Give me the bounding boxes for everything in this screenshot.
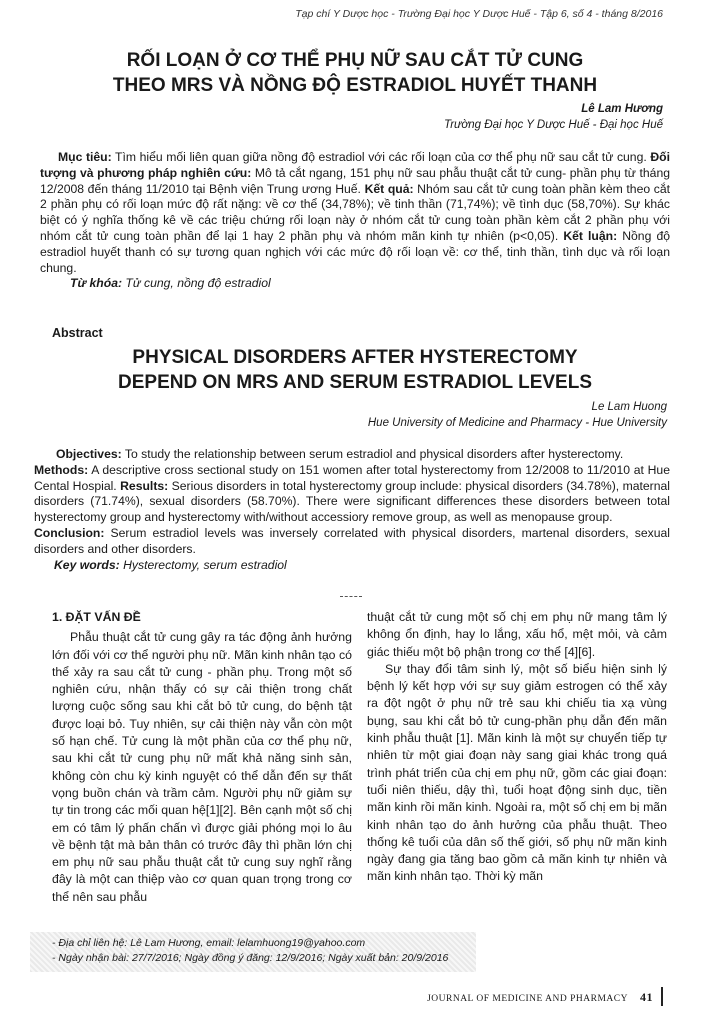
en-conclusion bbox=[34, 526, 670, 558]
vn-title bbox=[40, 48, 670, 98]
vn-keywords-text: Tử cung, nồng độ estradiol bbox=[122, 276, 271, 291]
footnote bbox=[52, 936, 482, 966]
body-paragraph: Sự thay đổi tâm sinh lý, một số biểu hiện sinh lý bệnh lý kết hợp với sự suy giảm estrogen có thể xảy ra đột ngột ở phụ nữ trẻ sau khi chiếu tia xạ vùng bụng, sau khi cắt bỏ tử cung-phần phụ dẫn đến mãn kinh phẫu thuật [1]. Mãn kinh là một sự chuyển tiếp tự nhiên từ một giai đoạn này sang giai khác trong quá trình phát triển của chị em phụ nữ, gồm các giai đoạn: tuổi niên thiếu, dậy thì, tuổi hoạt động sinh dục, tiền mãn kinh rồi mãn kinh. Ngoài ra, một số chị em bị mãn kinh nhân tạo do ảnh hưởng của phẫu thuật. Theo thống kê tuổi của dân số thế giới, số phụ nữ mãn kinh ngày đang gia tăng bao gồm cả mãn kinh tự nhiên và mãn kinh nhân tạo. Thời kỳ mãn bbox=[367, 661, 667, 884]
en-author-block bbox=[368, 399, 667, 431]
en-title-line2: DEPEND ON MRS AND SERUM ESTRADIOL LEVELS bbox=[118, 372, 592, 393]
footnote-contact: - Địa chỉ liên hệ: Lê Lam Hương, email: lelamhuong19@yahoo.com bbox=[52, 937, 366, 949]
vn-conclusion-label: Kết luận: bbox=[563, 228, 618, 243]
en-keywords bbox=[34, 558, 670, 574]
en-abstract bbox=[34, 447, 670, 573]
vn-title-line2: THEO MRS VÀ NỒNG ĐỘ ESTRADIOL HUYẾT THANH bbox=[112, 75, 598, 96]
en-methods-label: Methods: bbox=[34, 462, 89, 477]
en-conclusion-label: Conclusion: bbox=[34, 525, 105, 540]
page-number-bar bbox=[661, 987, 663, 1006]
vn-abstract-body bbox=[40, 150, 670, 276]
vn-keywords bbox=[40, 276, 670, 292]
en-title bbox=[40, 345, 670, 395]
footnote-dates: - Ngày nhận bài: 27/7/2016; Ngày đồng ý đăng: 12/9/2016; Ngày xuất bản: 20/9/2016 bbox=[52, 952, 449, 964]
body-column-right bbox=[367, 609, 667, 886]
vn-methods-text: Mô tả cắt ngang, 151 phụ nữ sau phẫu thuật cắt tử cung- phần phụ từ tháng 12/2008 đến tháng 11/2010 tại Bệnh viện Trung ương Huế. bbox=[40, 165, 670, 196]
en-keywords-text: Hysterectomy, serum estradiol bbox=[119, 557, 287, 572]
en-methods-results bbox=[34, 463, 670, 526]
vn-abstract bbox=[40, 150, 670, 292]
en-title-line1: PHYSICAL DISORDERS AFTER HYSTERECTOMY bbox=[132, 347, 578, 368]
vn-author-block bbox=[444, 101, 663, 133]
journal-name: JOURNAL OF MEDICINE AND PHARMACY bbox=[427, 994, 628, 1004]
vn-author-name: Lê Lam Hương bbox=[581, 103, 663, 115]
en-objective-text: To study the relationship between serum estradiol and physical disorders after hysterectomy. bbox=[121, 447, 624, 461]
body-paragraph: Phẫu thuật cắt tử cung gây ra tác động ảnh hưởng lớn đối với cơ thể người phụ nữ. Mãn kinh nhân tạo có thể xảy ra sau cắt tử cung - phần phụ. Trong một số nghiên cứu, nhận thấy có sự cải thiện trong chất lượng cuộc sống sau khi cắt bỏ tử cung, do bệnh tật được loại bỏ. Tuy nhiên, sự cải thiện này vẫn còn một số hạn chế. Tử cung là một phần của cơ thể phụ nữ, sau khi cắt tử cung phụ nữ mất khả năng sinh sản, không còn chu kỳ kinh nguyệt có thể dẫn đến sự thất vọng buồn chán và trầm cảm. Người phụ nữ giảm sự tự tin trong các mối quan hệ[1][2]. Bên cạnh một số chị em có tâm lý phấn chấn vì được giải phóng mọi lo âu về bệnh tật mà bản thân có trước đây thì phần lớn chị em phụ nữ sau phẫu thuật cắt tử cung suy nghĩ rằng đây là một can thiệp vào cơ quan quan trọng trong cơ thể nên sau phẫu bbox=[52, 630, 352, 904]
running-header: Tạp chí Y Dược học - Trường Đại học Y Dược Huế - Tập 6, số 4 - tháng 8/2016 bbox=[295, 8, 663, 20]
abstract-heading: Abstract bbox=[52, 326, 103, 340]
en-results-text: Serious disorders in total hysterectomy group include: physical disorders (34.78%), maternal disorders (71.74%), sexual disorders (58.70%). There were significant differences these disorders between total hysterectomy group and hysterectomy with/without accessiory remove group, as well as menopause group. bbox=[34, 478, 670, 525]
en-conclusion-text: Serum estradiol levels was inversely correlated with physical disorders, martenal disorders, sexual disorders and other disorders. bbox=[34, 525, 670, 556]
vn-methods-label: Đối tượng và phương pháp nghiên cứu: bbox=[40, 150, 670, 180]
en-objective-label: Objectives: bbox=[56, 447, 122, 461]
vn-keywords-label: Từ khóa: bbox=[70, 276, 123, 291]
section-separator bbox=[340, 596, 362, 597]
vn-results-label: Kết quả: bbox=[364, 181, 414, 196]
vn-conclusion-text: Nồng độ estradiol huyết thanh có sự tương quan nghịch với các mức độ rối loạn về: cơ thể, tinh thần, tình dục và rối loạn chung. bbox=[40, 228, 670, 275]
vn-title-line1: RỐI LOẠN Ở CƠ THỂ PHỤ NỮ SAU CẮT TỬ CUNG bbox=[126, 50, 584, 71]
vn-results-text: Nhóm sau cắt tử cung toàn phần kèm theo cắt 2 phần phụ có rối loạn mức độ rất nặng: về cơ thể (34,78%); về tinh thần (71,74%); về tình dục (58,70%). Sự khác biệt có ý nghĩa thống kê về các triệu chứng rối loạn này ở nhóm cắt tử cung toàn phần kèm cắt 2 phần phụ với nhóm cắt tử cung toàn phần để lại 1 hay 2 phần phụ và nhóm mãn kinh tự nhiên (p<0,05). bbox=[40, 181, 671, 243]
en-affiliation: Hue University of Medicine and Pharmacy - Hue University bbox=[367, 417, 667, 429]
en-methods-text: A descriptive cross sectional study on 151 women after total hysterectomy from 12/2008 to 11/2010 at Hue Cental Hospial. bbox=[34, 462, 670, 493]
vn-objective-label: Mục tiêu: bbox=[58, 150, 112, 164]
page-number: 41 bbox=[640, 990, 653, 1004]
body-paragraph-continued: thuật cắt tử cung một số chị em phụ nữ mang tâm lý không ổn định, hay lo lắng, xấu hổ, mệt mỏi, và cảm giác thiếu một bộ phận trong cơ thể [4][6]. bbox=[367, 610, 667, 659]
section-heading: 1. ĐẶT VẤN ĐỀ bbox=[52, 610, 141, 624]
vn-objective-text: Tìm hiểu mối liên quan giữa nồng độ estradiol với các rối loạn của cơ thể phụ nữ sau cắt tử cung. bbox=[111, 150, 651, 164]
body-column-left bbox=[52, 609, 352, 906]
en-objective bbox=[34, 447, 670, 463]
page-footer bbox=[427, 990, 653, 1005]
en-author-name: Le Lam Huong bbox=[591, 401, 667, 413]
en-results-label: Results: bbox=[120, 478, 169, 493]
vn-affiliation: Trường Đại học Y Dược Huế - Đại học Huế bbox=[444, 119, 663, 131]
en-keywords-label: Key words: bbox=[54, 557, 120, 572]
